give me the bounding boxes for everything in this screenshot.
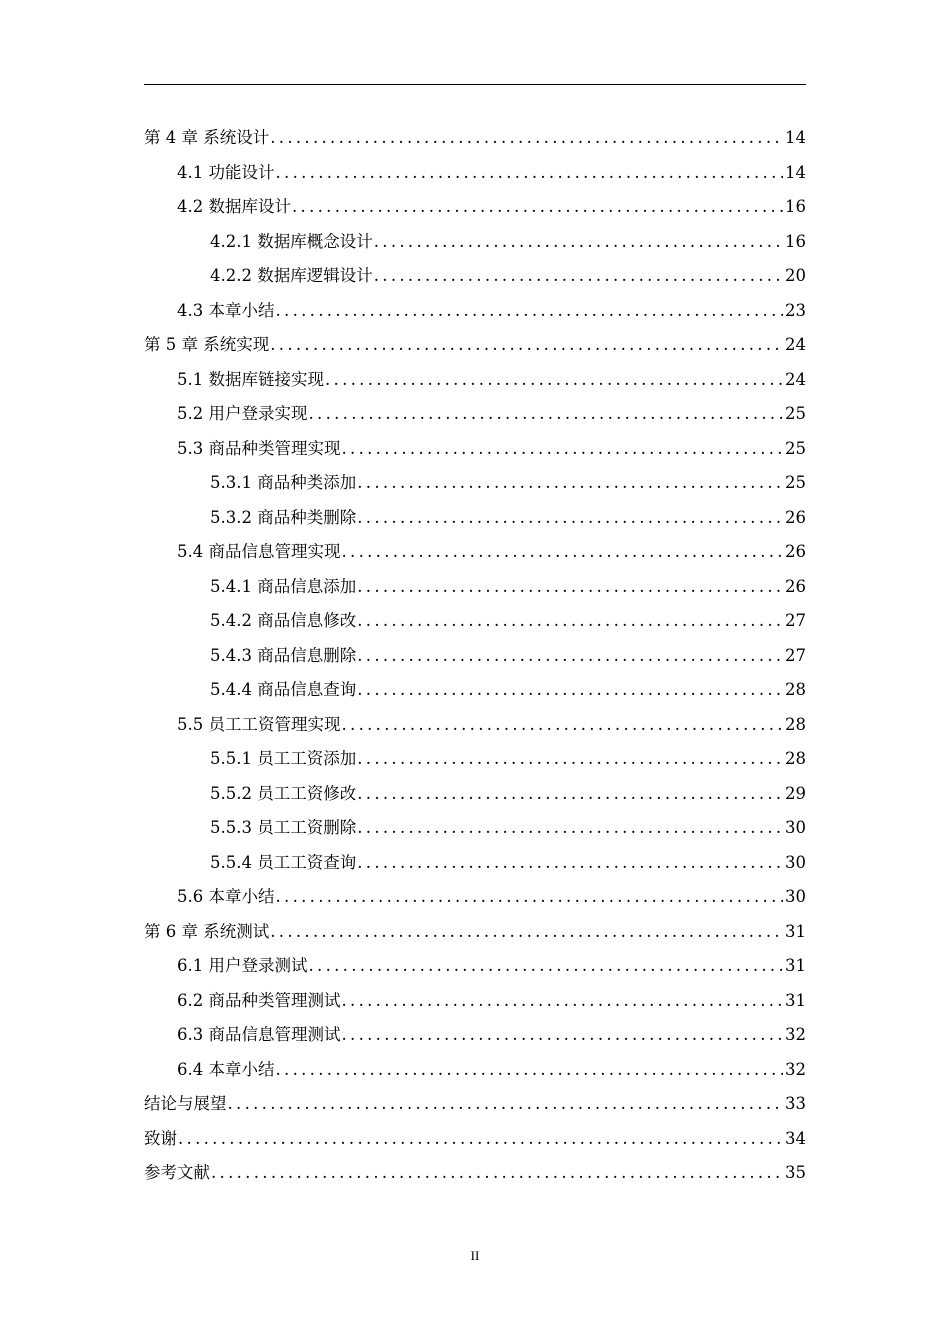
toc-entry-title: 6.1 用户登录测试 (177, 956, 308, 975)
toc-entry-page: 28 (785, 749, 806, 768)
toc-entry-title: 5.1 数据库链接实现 (177, 369, 324, 389)
toc-dot-leader (357, 570, 783, 605)
toc-entry[interactable] (144, 777, 806, 812)
toc-entry[interactable] (144, 1053, 806, 1088)
toc-entry-page: 26 (785, 507, 806, 527)
toc-dot-leader (357, 673, 783, 708)
toc-entry[interactable] (144, 501, 806, 536)
toc-dot-leader (309, 949, 784, 984)
toc-entry-page: 30 (785, 852, 806, 872)
toc-entry-page: 35 (785, 1163, 806, 1182)
toc-entry-page: 32 (785, 1025, 806, 1044)
toc-entry-title: 5.3.1 商品种类添加 (210, 473, 357, 492)
toc-entry-title: 结论与展望 (144, 1094, 227, 1113)
toc-entry[interactable] (144, 156, 806, 191)
toc-entry-title: 4.3 本章小结 (177, 300, 275, 320)
toc-entry-title: 致谢 (144, 1128, 177, 1148)
toc-entry-title: 第 5 章 系统实现 (144, 335, 270, 354)
toc-entry-page: 27 (785, 645, 806, 665)
toc-entry[interactable] (144, 1087, 806, 1122)
toc-entry-title: 5.4.2 商品信息修改 (210, 611, 357, 630)
toc-entry-title: 5.4.3 商品信息删除 (210, 645, 357, 665)
toc-entry-title: 5.4.4 商品信息查询 (210, 680, 357, 699)
toc-entry-title: 5.4 商品信息管理实现 (177, 542, 341, 561)
toc-entry-page: 30 (785, 818, 806, 837)
toc-dot-leader (325, 363, 783, 398)
toc-entry-page: 26 (785, 576, 806, 596)
toc-dot-leader (357, 501, 783, 536)
toc-dot-leader (178, 1122, 783, 1157)
toc-entry-page: 14 (785, 162, 806, 182)
toc-entry[interactable] (144, 190, 806, 225)
toc-dot-leader (342, 984, 784, 1019)
toc-entry-page: 16 (785, 197, 806, 216)
toc-entry-page: 33 (785, 1094, 806, 1113)
toc-entry-title: 5.4.1 商品信息添加 (210, 576, 357, 596)
toc-dot-leader (276, 880, 784, 915)
toc-dot-leader (374, 225, 783, 260)
toc-dot-leader (211, 1156, 783, 1191)
toc-dot-leader (342, 535, 784, 570)
toc-entry[interactable] (144, 466, 806, 501)
toc-entry-title: 5.3.2 商品种类删除 (210, 507, 357, 527)
toc-entry-title: 5.5 员工工资管理实现 (177, 714, 341, 734)
toc-entry[interactable] (144, 397, 806, 432)
toc-entry[interactable] (144, 673, 806, 708)
toc-dot-leader (342, 708, 784, 743)
toc-entry-title: 4.2.1 数据库概念设计 (210, 231, 373, 251)
toc-dot-leader (357, 742, 783, 777)
toc-dot-leader (270, 915, 783, 950)
toc-entry-title: 6.2 商品种类管理测试 (177, 990, 341, 1010)
toc-entry[interactable] (144, 1018, 806, 1053)
toc-entry-page: 20 (785, 266, 806, 285)
toc-entry-title: 6.4 本章小结 (177, 1059, 275, 1079)
toc-entry-title: 6.3 商品信息管理测试 (177, 1025, 341, 1044)
toc-dot-leader (228, 1087, 784, 1122)
toc-entry[interactable] (144, 846, 806, 881)
toc-entry-title: 4.2.2 数据库逻辑设计 (210, 266, 373, 285)
toc-dot-leader (357, 777, 783, 812)
toc-entry-title: 第 6 章 系统测试 (144, 921, 270, 941)
toc-dot-leader (276, 1053, 784, 1088)
toc-dot-leader (342, 432, 784, 467)
toc-dot-leader (357, 811, 783, 846)
toc-entry-title: 5.6 本章小结 (177, 887, 275, 906)
toc-entry-page: 32 (785, 1059, 806, 1079)
toc-entry[interactable] (144, 259, 806, 294)
toc-entry-page: 27 (785, 611, 806, 630)
toc-entry-page: 26 (785, 542, 806, 561)
toc-dot-leader (270, 328, 783, 363)
toc-entry-page: 31 (785, 921, 806, 941)
table-of-contents (144, 121, 806, 1191)
toc-dot-leader (276, 156, 784, 191)
toc-dot-leader (357, 604, 783, 639)
toc-entry-page: 25 (785, 473, 806, 492)
toc-entry-page: 28 (785, 680, 806, 699)
toc-entry-page: 23 (785, 300, 806, 320)
toc-entry-page: 30 (785, 887, 806, 906)
toc-entry[interactable] (144, 1156, 806, 1191)
toc-dot-leader (357, 846, 783, 881)
toc-entry-page: 25 (785, 404, 806, 423)
toc-entry-page: 29 (785, 783, 806, 803)
toc-entry[interactable] (144, 639, 806, 674)
toc-entry[interactable] (144, 432, 806, 467)
toc-entry[interactable] (144, 880, 806, 915)
toc-entry[interactable] (144, 1122, 806, 1157)
toc-entry[interactable] (144, 363, 806, 398)
toc-entry-title: 5.2 用户登录实现 (177, 404, 308, 423)
toc-entry-page: 31 (785, 990, 806, 1010)
toc-entry[interactable] (144, 121, 806, 156)
toc-entry-title: 第 4 章 系统设计 (144, 128, 270, 147)
toc-entry-page: 28 (785, 714, 806, 734)
toc-entry-page: 24 (785, 369, 806, 389)
toc-entry-title: 4.2 数据库设计 (177, 197, 291, 216)
toc-dot-leader (357, 466, 783, 501)
toc-entry[interactable] (144, 328, 806, 363)
toc-entry-title: 5.5.3 员工工资删除 (210, 818, 357, 837)
toc-entry[interactable] (144, 949, 806, 984)
header-rule (144, 84, 806, 85)
toc-entry-title: 参考文献 (144, 1163, 210, 1182)
toc-dot-leader (309, 397, 784, 432)
toc-dot-leader (342, 1018, 784, 1053)
toc-entry[interactable] (144, 811, 806, 846)
toc-dot-leader (270, 121, 783, 156)
toc-entry-page: 14 (785, 128, 806, 147)
toc-entry[interactable] (144, 225, 806, 260)
page-number: II (470, 1248, 480, 1263)
toc-entry[interactable] (144, 915, 806, 950)
toc-entry-page: 31 (785, 956, 806, 975)
toc-entry[interactable] (144, 570, 806, 605)
toc-entry[interactable] (144, 742, 806, 777)
toc-entry-title: 5.5.4 员工工资查询 (210, 852, 357, 872)
toc-dot-leader (292, 190, 783, 225)
toc-entry-page: 34 (785, 1128, 806, 1148)
toc-dot-leader (357, 639, 783, 674)
toc-entry[interactable] (144, 294, 806, 329)
toc-entry[interactable] (144, 604, 806, 639)
toc-entry-page: 16 (785, 231, 806, 251)
toc-entry-title: 5.3 商品种类管理实现 (177, 438, 341, 458)
toc-dot-leader (374, 259, 783, 294)
toc-entry[interactable] (144, 708, 806, 743)
toc-entry-title: 5.5.1 员工工资添加 (210, 749, 357, 768)
toc-entry-title: 5.5.2 员工工资修改 (210, 783, 357, 803)
toc-entry[interactable] (144, 535, 806, 570)
toc-entry-title: 4.1 功能设计 (177, 162, 275, 182)
toc-entry[interactable] (144, 984, 806, 1019)
toc-entry-page: 24 (785, 335, 806, 354)
toc-dot-leader (276, 294, 784, 329)
toc-entry-page: 25 (785, 438, 806, 458)
